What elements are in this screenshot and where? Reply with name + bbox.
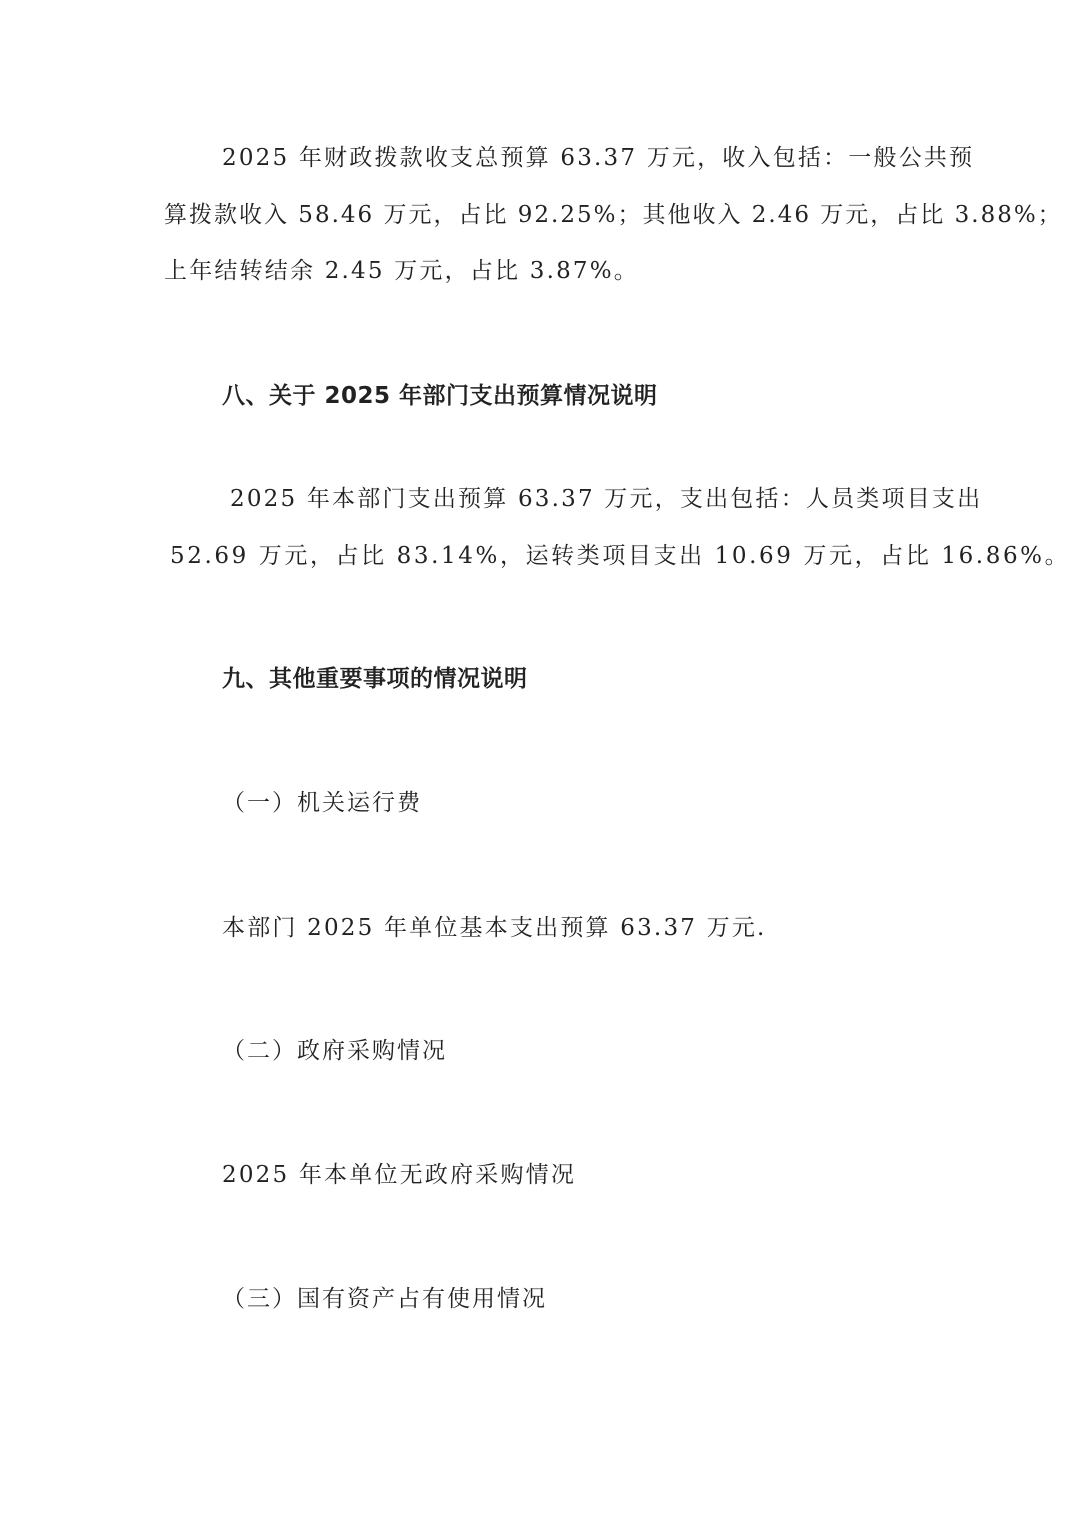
- paragraph-line: 2025 年本单位无政府采购情况: [222, 1162, 577, 1188]
- subsection-title-3: （三）国有资产占有使用情况: [222, 1286, 547, 1312]
- section-heading-9: 九、其他重要事项的情况说明: [222, 666, 528, 692]
- paragraph-line: 2025 年财政拨款收支总预算 63.37 万元，收入包括：一般公共预: [222, 145, 975, 171]
- paragraph-line: 上年结转结余 2.45 万元，占比 3.87%。: [164, 258, 640, 284]
- subsection-title-2: （二）政府采购情况: [222, 1038, 447, 1064]
- paragraph-line: 2025 年本部门支出预算 63.37 万元，支出包括：人员类项目支出: [230, 486, 983, 512]
- paragraph-line: 本部门 2025 年单位基本支出预算 63.37 万元.: [222, 915, 767, 941]
- subsection-title-1: （一）机关运行费: [222, 790, 422, 816]
- paragraph-line: 算拨款收入 58.46 万元，占比 92.25%；其他收入 2.46 万元，占比 3.88%；: [164, 202, 1063, 228]
- section-heading-8: 八、关于 2025 年部门支出预算情况说明: [222, 383, 658, 409]
- paragraph-line: 52.69 万元，占比 83.14%，运转类项目支出 10.69 万元，占比 16.86%。: [170, 543, 1071, 569]
